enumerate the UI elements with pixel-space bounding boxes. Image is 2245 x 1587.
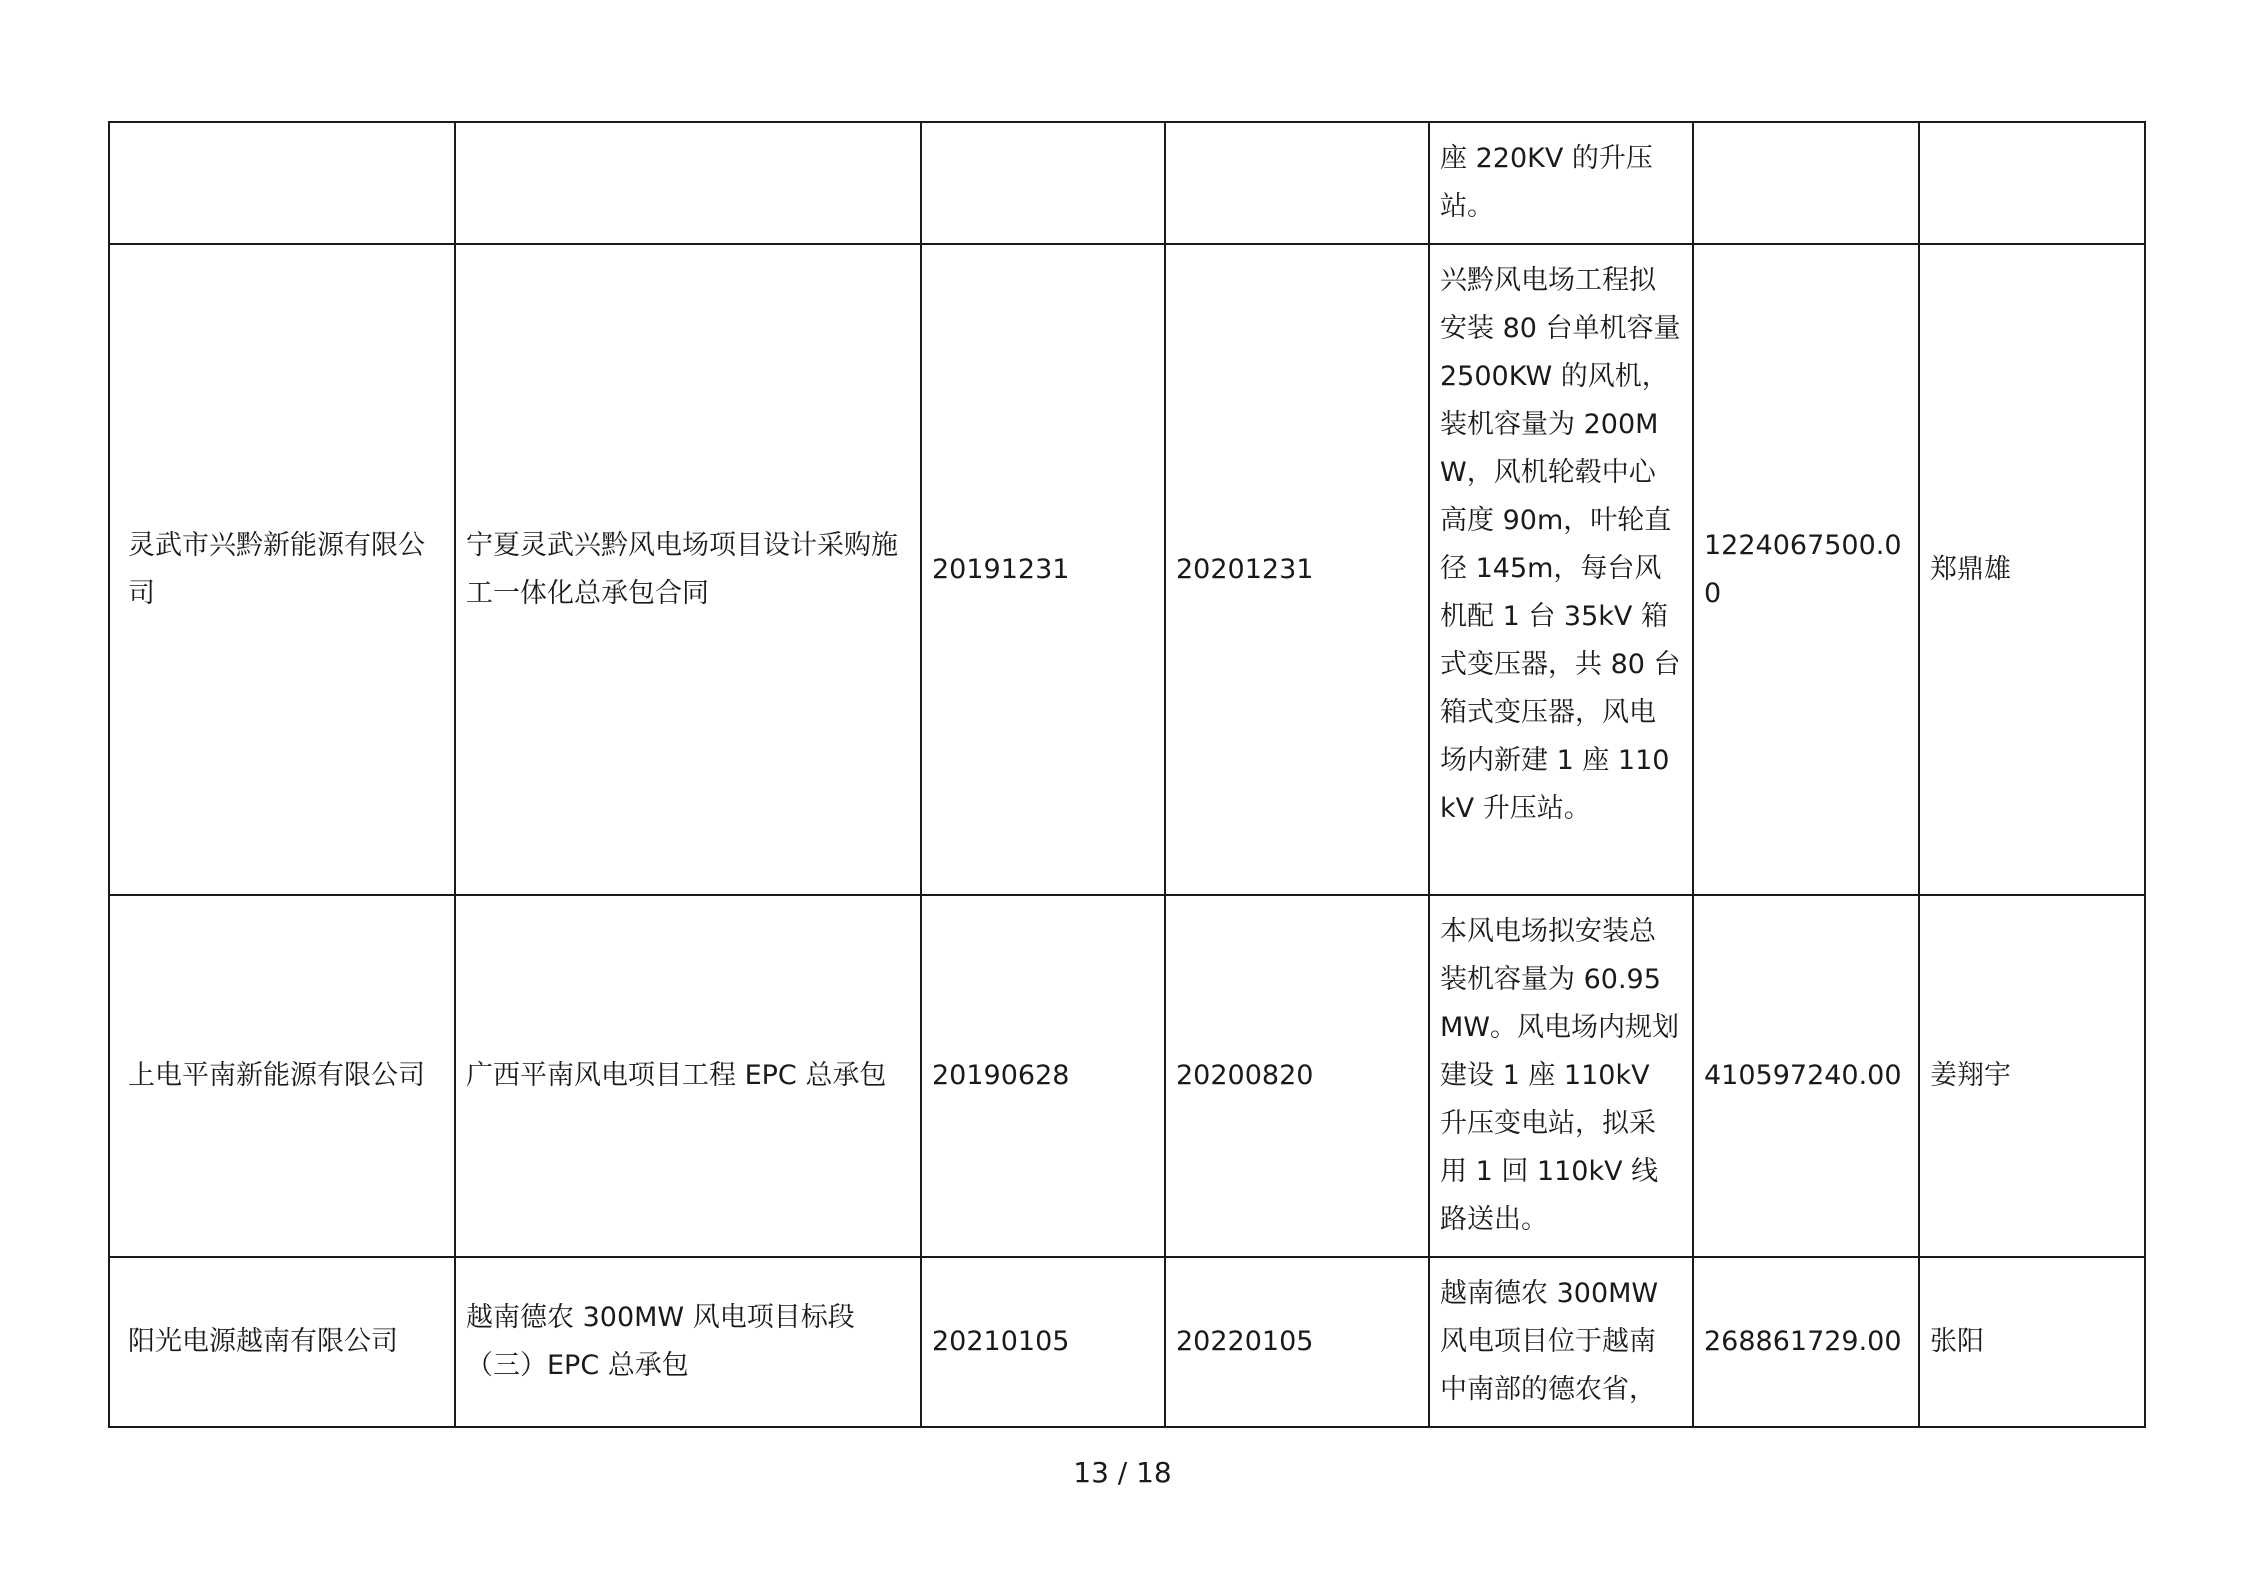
- end-date-cell: 20200820: [1165, 895, 1429, 1257]
- table-row: [109, 895, 2145, 1257]
- project-description-cell: 兴黔风电场工程拟安装 80 台单机容量 2500KW 的风机，装机容量为 200MW，风机轮毂中心高度 90m，叶轮直径 145m，每台风机配 1 台 35kV 箱式变压器，共 80 台箱式变压器，风电场内新建 1 座 110kV 升压站。: [1429, 244, 1693, 895]
- project-description-cell: 座 220KV 的升压站。: [1429, 122, 1693, 244]
- contact-cell: 郑鼎雄: [1919, 244, 2145, 895]
- project-description-cell: 本风电场拟安装总装机容量为 60.95MW。风电场内规划建设 1 座 110kV 升压变电站，拟采用 1 回 110kV 线路送出。: [1429, 895, 1693, 1257]
- contract-name-cell: [455, 122, 921, 244]
- start-date-cell: 20210105: [921, 1257, 1165, 1427]
- company-cell: [109, 1257, 455, 1427]
- company-cell: [109, 244, 455, 895]
- contact-cell: 姜翔宇: [1919, 895, 2145, 1257]
- company-cell: [109, 895, 455, 1257]
- contract-amount-cell: 268861729.00: [1693, 1257, 1919, 1427]
- contract-name-cell: 宁夏灵武兴黔风电场项目设计采购施工一体化总承包合同: [455, 244, 921, 895]
- company-text: 上电平南新能源有限公司: [128, 1060, 425, 1091]
- company-text: 灵武市兴黔新能源有限公司: [128, 529, 425, 609]
- project-description-cell: 越南德农 300MW 风电项目位于越南中南部的德农省，: [1429, 1257, 1693, 1427]
- start-date-cell: [921, 122, 1165, 244]
- contract-name-cell: 越南德农 300MW 风电项目标段（三）EPC 总承包: [455, 1257, 921, 1427]
- end-date-cell: 20220105: [1165, 1257, 1429, 1427]
- contract-name-cell: 广西平南风电项目工程 EPC 总承包: [455, 895, 921, 1257]
- table-row: [109, 1257, 2145, 1427]
- table-row: [109, 244, 2145, 895]
- contact-cell: 张阳: [1919, 1257, 2145, 1427]
- end-date-cell: 20201231: [1165, 244, 1429, 895]
- company-text: 阳光电源越南有限公司: [128, 1326, 398, 1357]
- page-number: 13 / 18: [1073, 1456, 1172, 1489]
- contract-amount-cell: 1224067500.00: [1693, 244, 1919, 895]
- start-date-cell: 20190628: [921, 895, 1165, 1257]
- contract-amount-cell: 410597240.00: [1693, 895, 1919, 1257]
- contact-cell: [1919, 122, 2145, 244]
- table-row: [109, 122, 2145, 244]
- company-cell: [109, 122, 455, 244]
- contract-amount-cell: [1693, 122, 1919, 244]
- end-date-cell: [1165, 122, 1429, 244]
- contract-table: [108, 121, 2146, 1428]
- start-date-cell: 20191231: [921, 244, 1165, 895]
